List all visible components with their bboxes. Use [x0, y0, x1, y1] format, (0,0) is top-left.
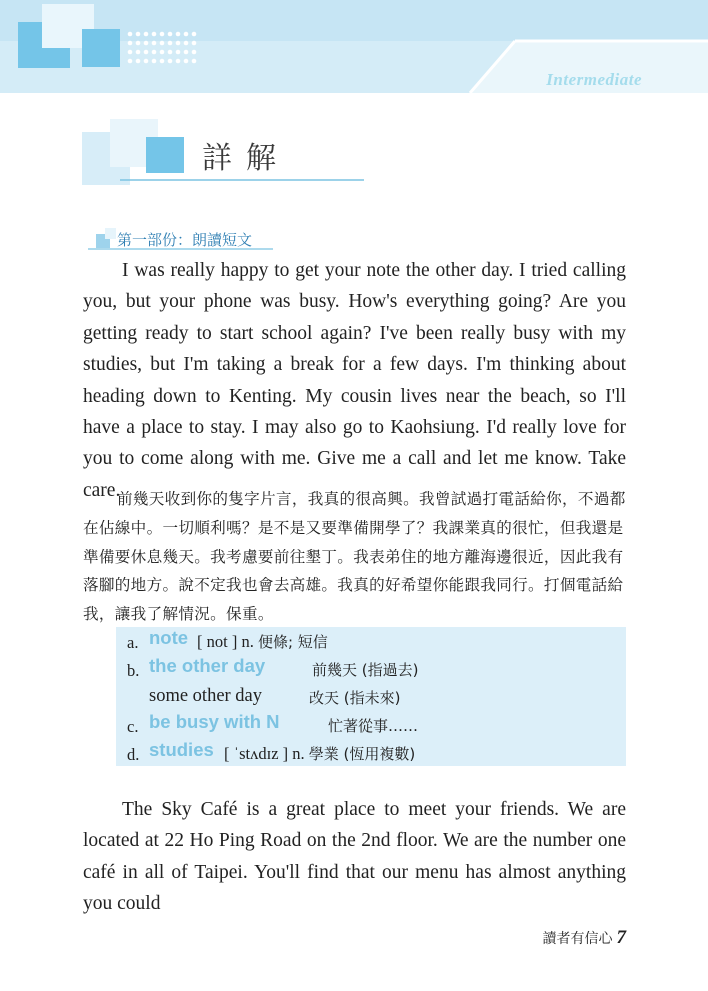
page-footer	[543, 927, 627, 949]
vocab-meaning: 忙著從事……	[328, 717, 419, 735]
book-title: 讀者有信心	[542, 931, 613, 947]
vocab-letter: c.	[127, 717, 139, 736]
level-label: Intermediate	[546, 70, 642, 89]
vocab-pronunciation: [ not ] n.	[197, 632, 254, 651]
subsection-title: 第一部份：朗讀短文	[117, 231, 253, 249]
vocab-term: the other day	[149, 655, 266, 676]
section-title: 詳解	[202, 141, 290, 176]
vocab-meaning: 改天 (指未來)	[309, 689, 401, 707]
page-number: 7	[616, 927, 626, 948]
vocab-meaning: 前幾天 (指過去)	[312, 661, 419, 679]
vocab-row	[116, 627, 626, 655]
passage-chinese: 前幾天收到你的隻字片言，我真的很高興。我曾試過打電話給你，不過都在佔線中。一切順利嗎？是不是又要準備開學了？我課業真的很忙，但我還是準備要休息幾天。我考慮要前往墾丁。我表弟住的地方離海邊很近，因此我有落腳的地方。說不定我也會去高雄。我真的好希望你能跟我同行。打個電話給我，讓我了解情況。保重。	[83, 490, 626, 624]
vocab-letter: d.	[127, 745, 140, 764]
vocab-meaning: 便條; 短信	[257, 633, 328, 651]
vocab-term: be busy with N	[149, 711, 280, 732]
vocab-letter: a.	[127, 633, 139, 652]
vocab-pronunciation: [ ˈstʌdɪz ] n.	[224, 744, 305, 763]
vocab-letter: b.	[127, 661, 140, 680]
vocab-meaning: 學業 (恆用複數)	[308, 745, 416, 763]
vocab-row	[116, 683, 626, 711]
vocab-term: some other day	[149, 686, 263, 706]
vocab-row	[116, 711, 626, 739]
vocab-row	[116, 655, 626, 683]
vocabulary-box	[116, 627, 626, 766]
vocab-term: note	[149, 627, 189, 648]
passage-english: I was really happy to get your note the other day. I tried calling you, but your phone was busy. How's everything going? Are you getting ready to start school again? I've been really busy with my studies, but I'm taking a break for a few days. I'm thinking about heading down to Kenting. My cousin lives near the beach, so I'll have a place to stay. I may also go to Kaohsiung. I'd really love for you to come along with me. Give me a call and let me know. Take care.	[83, 260, 626, 501]
passage-english-2: The Sky Café is a great place to meet your friends. We are located at 22 Ho Ping Road on the 2nd floor. We are the number one café in all of Taipei. You'll find that our menu has almost anything you could	[83, 799, 626, 915]
vocab-term: studies	[149, 739, 214, 760]
vocab-row	[116, 739, 626, 767]
